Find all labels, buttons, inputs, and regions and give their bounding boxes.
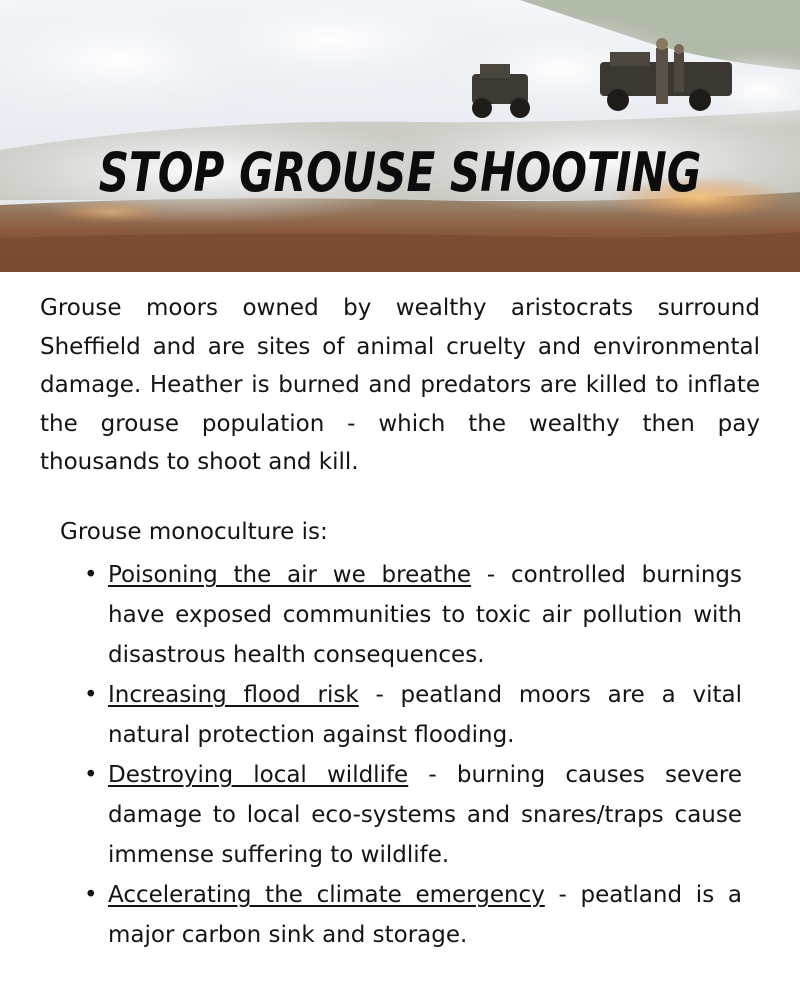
list-item — [84, 875, 742, 955]
bullet-text-air: - controlled burnings have exposed communities to toxic air pollution with disastrous health consequences. — [108, 562, 742, 668]
list-item — [84, 675, 742, 755]
list-heading: Grouse monoculture is: — [60, 519, 328, 545]
page-title: STOP GROUSE SHOOTING — [98, 141, 702, 204]
bullet-text-flood: - peatland moors are a vital natural protection against flooding. — [108, 682, 742, 748]
list-item — [84, 755, 742, 875]
bullet-lead-wildlife: Destroying local wildlife — [108, 762, 409, 788]
bullet-lead-air: Poisoning the air we breathe — [108, 562, 472, 588]
intro-paragraph: Grouse moors owned by wealthy aristocrats surround Sheffield and are sites of animal cruelty and environmental damage. Heather is burned and predators are killed to inflate the grouse population - which the wealthy then pay thousands to shoot and kill. — [40, 295, 760, 475]
list-item — [84, 555, 742, 675]
bullet-dot-icon: • — [84, 762, 98, 788]
bullet-dot-icon: • — [84, 882, 98, 908]
bullet-text-climate: - peatland is a major carbon sink and storage. — [108, 882, 742, 948]
bullet-dot-icon: • — [84, 562, 98, 588]
moorland-fire-illustration — [0, 0, 800, 272]
bullet-text-wildlife: - burning causes severe damage to local eco-systems and snares/traps cause immense suffering to wildlife. — [108, 762, 742, 868]
bullet-dot-icon: • — [84, 682, 98, 708]
bullet-lead-flood: Increasing flood risk — [108, 682, 359, 708]
bullet-lead-climate: Accelerating the climate emergency — [108, 882, 545, 908]
impact-list — [84, 555, 742, 955]
hero-banner — [0, 0, 800, 272]
